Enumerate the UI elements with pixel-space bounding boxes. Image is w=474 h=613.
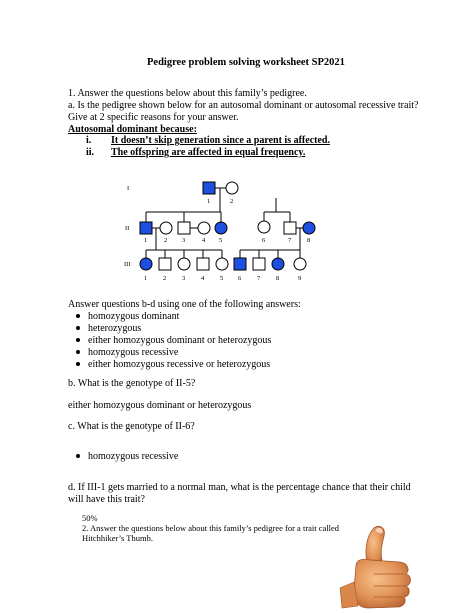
bullet-icon xyxy=(76,326,80,330)
reason-1-num: i. xyxy=(86,135,92,146)
gen3-female-3 xyxy=(178,258,190,270)
qc-answer: homozygous recessive xyxy=(88,451,179,462)
q2-line1: 2. Answer the questions below about this family’s pedigree for a trait called xyxy=(82,523,340,533)
gen2-female-8-affected xyxy=(303,222,315,234)
q1a-line2: Give at 2 specific reasons for your answer. xyxy=(68,112,239,123)
bullet-icon xyxy=(76,350,80,354)
choice-item xyxy=(76,311,179,323)
q2-line2: Hitchhiker’s Thumb. xyxy=(82,533,153,543)
gen2-male-1-affected xyxy=(140,222,152,234)
gen3-female-1-affected xyxy=(140,258,152,270)
gen2-male-3 xyxy=(178,222,190,234)
choice-item xyxy=(76,347,178,359)
worksheet-title: Pedigree problem solving worksheet SP2021 xyxy=(147,57,345,68)
choice-text: either homozygous dominant or heterozygous xyxy=(88,335,272,346)
choice-text: either homozygous recessive or heterozygous xyxy=(88,359,271,370)
gen3-male-4 xyxy=(197,258,209,270)
choice-item xyxy=(76,359,270,371)
gen1-male-1-affected xyxy=(203,182,215,194)
gen3-num-1: 1 xyxy=(144,275,148,282)
gen2-num-5: 5 xyxy=(219,237,223,244)
gen3-num-9: 9 xyxy=(298,275,302,282)
gen3-female-9 xyxy=(294,258,306,270)
gen-label-II: II xyxy=(125,225,130,232)
gen3-male-7 xyxy=(253,258,265,270)
qc-answer-item xyxy=(76,451,178,463)
gen2-num-2: 2 xyxy=(164,237,168,244)
gen3-num-8: 8 xyxy=(276,275,280,282)
qd-line1: d. If III-1 gets married to a normal man, what is the percentage chance that their child xyxy=(68,482,411,493)
qb-question: b. What is the genotype of II-5? xyxy=(68,378,196,389)
choice-item xyxy=(76,323,141,335)
gen2-num-1: 1 xyxy=(144,237,148,244)
qc-question: c. What is the genotype of II-6? xyxy=(68,421,195,432)
answer-heading: Autosomal dominant because: xyxy=(68,124,197,135)
choices-intro: Answer questions b-d using one of the following answers: xyxy=(68,299,301,310)
choice-item xyxy=(76,335,271,347)
gen2-num-3: 3 xyxy=(182,237,186,244)
gen3-num-6: 6 xyxy=(238,275,242,282)
gen3-male-2 xyxy=(159,258,171,270)
gen2-male-7 xyxy=(284,222,296,234)
gen3-female-8-affected xyxy=(272,258,284,270)
q1-intro: 1. Answer the questions below about this family’s pedigree. xyxy=(68,88,307,99)
qb-answer: either homozygous dominant or heterozygous xyxy=(68,400,252,411)
thumbs-up-image xyxy=(334,522,424,612)
gen2-num-6: 6 xyxy=(262,237,266,244)
gen2-female-5-affected xyxy=(215,222,227,234)
gen3-male-6-affected xyxy=(234,258,246,270)
gen3-female-5 xyxy=(216,258,228,270)
gen3-num-4: 4 xyxy=(201,275,205,282)
gen-label-I: I xyxy=(127,185,130,192)
gen3-num-3: 3 xyxy=(182,275,186,282)
choice-text: homozygous dominant xyxy=(88,311,180,322)
choice-text: homozygous recessive xyxy=(88,347,179,358)
qd-line2: will have this trait? xyxy=(68,494,145,505)
gen3-num-7: 7 xyxy=(257,275,261,282)
bullet-icon xyxy=(76,454,80,458)
gen2-num-7: 7 xyxy=(288,237,292,244)
gen1-female-2 xyxy=(226,182,238,194)
gen3-num-5: 5 xyxy=(220,275,224,282)
bullet-icon xyxy=(76,314,80,318)
gen2-female-4 xyxy=(198,222,210,234)
reason-2-text: The offspring are affected in equal frequency. xyxy=(111,147,306,158)
qd-answer: 50% xyxy=(82,513,98,523)
gen2-num-4: 4 xyxy=(202,237,206,244)
bullet-icon xyxy=(76,362,80,366)
gen3-num-2: 2 xyxy=(163,275,167,282)
pedigree-individuals xyxy=(140,182,315,270)
q1a-line1: a. Is the pedigree shown below for an autosomal dominant or autosomal recessive trait? xyxy=(68,100,419,111)
reason-2-num: ii. xyxy=(86,147,95,158)
gen2-female-2 xyxy=(160,222,172,234)
gen1-num-1: 1 xyxy=(207,198,211,205)
bullet-icon xyxy=(76,338,80,342)
choice-text: heterozygous xyxy=(88,323,142,334)
gen2-female-6 xyxy=(258,221,270,233)
gen2-num-8: 8 xyxy=(307,237,311,244)
reason-1-text: It doesn’t skip generation since a parent is affected. xyxy=(111,135,330,146)
gen1-num-2: 2 xyxy=(230,198,234,205)
gen-label-III: III xyxy=(124,261,131,268)
